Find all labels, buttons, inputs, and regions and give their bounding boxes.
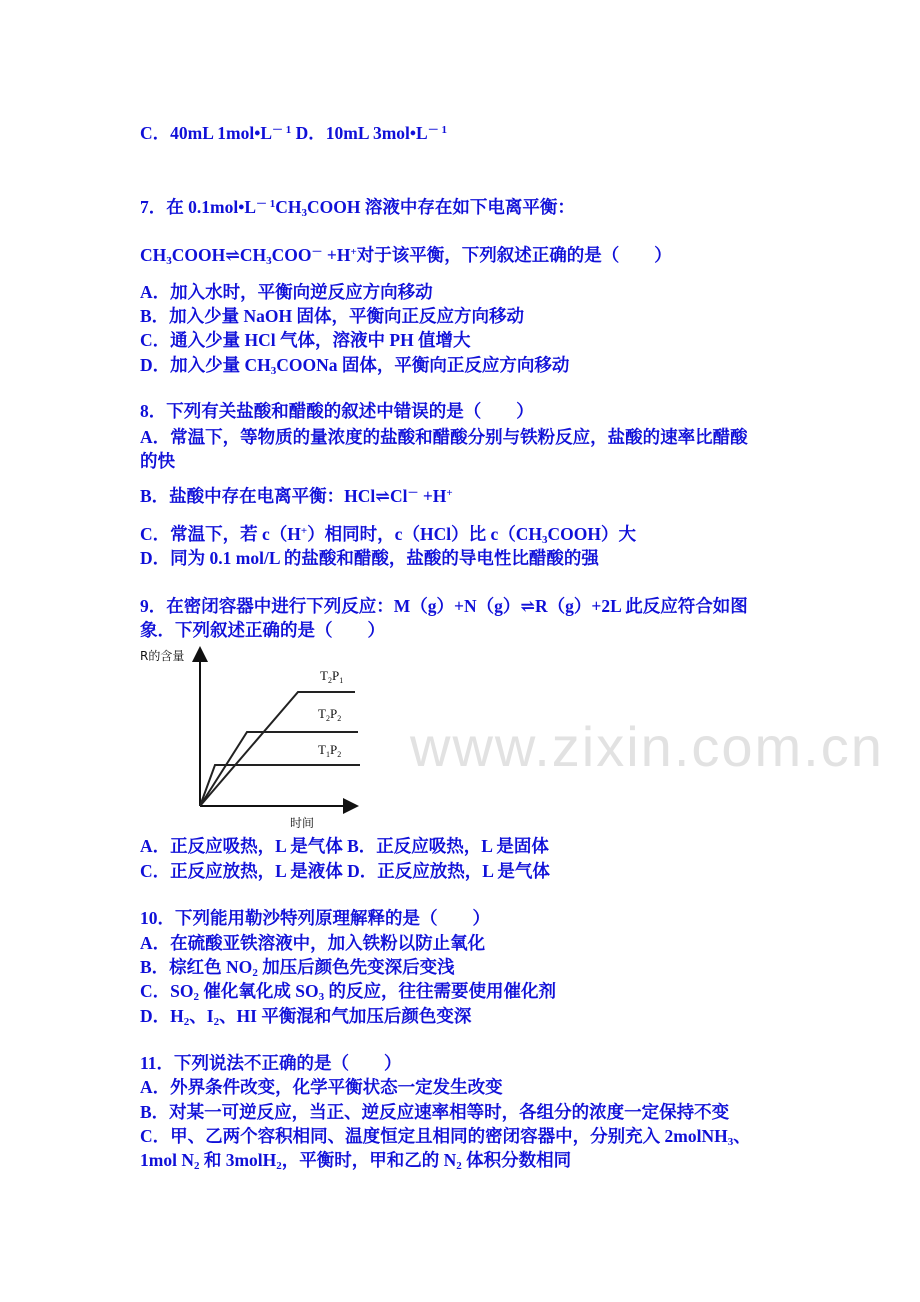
text-run: D．加入少量 CH (140, 355, 271, 375)
subscript: 2 (213, 1016, 220, 1028)
text-run: 和 3molH (199, 1150, 277, 1170)
text-run: C．正反应放热，L 是液体 D．正反应放热，L 是气体 (140, 861, 550, 881)
text-line (140, 619, 385, 641)
text-run: C．常温下，若 c（H (140, 524, 301, 544)
text-line (140, 595, 748, 617)
text-run: C．通入少量 HCl 气体，溶液中 PH 值增大 (140, 330, 471, 350)
text-run: D．H (140, 1006, 184, 1026)
subscript: 2 (252, 967, 258, 979)
text-line (140, 329, 471, 351)
text-line (140, 932, 485, 954)
text-run: 10．下列能用勒沙特列原理解释的是（ ） (140, 908, 490, 928)
text-line (140, 354, 569, 376)
text-line (140, 1125, 751, 1147)
text-run: 加压后颜色先变深后变浅 (257, 957, 455, 977)
text-line (140, 281, 433, 303)
text-run: 、HI 平衡混和气加压后颜色变深 (219, 1006, 472, 1026)
superscript: + (446, 487, 453, 499)
text-line (140, 1076, 503, 1098)
x-axis-label: 时间 (290, 816, 315, 830)
text-run: D．同为 0.1 mol/L 的盐酸和醋酸，盐酸的导电性比醋酸的强 (140, 548, 599, 568)
text-run: 11．下列说法不正确的是（ ） (140, 1053, 402, 1073)
text-run: A．在硫酸亚铁溶液中，加入铁粉以防止氧化 (140, 933, 486, 953)
superscript: － 1 (427, 124, 447, 136)
text-run: +H (418, 486, 447, 506)
text-run: C．甲、乙两个容积相同、温度恒定且相同的密闭容器中，分别充入 2molNH (140, 1126, 728, 1146)
text-run: 、I (189, 1006, 214, 1026)
text-run: B．棕红色 NO (140, 957, 253, 977)
text-line (140, 1149, 571, 1171)
text-run: COOH 溶液中存在如下电离平衡： (307, 197, 575, 217)
text-run: A．正反应吸热，L 是气体 B．正反应吸热，L 是固体 (140, 836, 549, 856)
subscript: 2 (193, 1160, 200, 1172)
curve-label-t2p2: $T_2P_2$ (318, 706, 342, 723)
subscript: 3 (266, 255, 272, 267)
text-run: 的快 (140, 451, 175, 471)
text-line (140, 523, 636, 545)
curve-label-t2p1: $T_2P_1$ (320, 668, 344, 685)
text-run: ，平衡时，甲和乙的 N (281, 1150, 457, 1170)
subscript: 3 (270, 365, 277, 377)
curve-label-t1p2: $T_1P_2$ (318, 742, 342, 759)
text-run: A．加入水时，平衡向逆反应方向移动 (140, 282, 433, 302)
subscript: 2 (456, 1160, 462, 1172)
text-line (140, 956, 455, 978)
text-run: COOH）大 (547, 524, 636, 544)
subscript: 2 (276, 1160, 282, 1172)
text-run: 体积分数相同 (461, 1150, 572, 1170)
text-run: 、 (733, 1126, 751, 1146)
text-line (140, 980, 556, 1002)
subscript: 2 (183, 1016, 190, 1028)
text-line (140, 547, 599, 569)
superscript: + (300, 525, 308, 537)
text-line (140, 426, 748, 448)
text-run: 7．在 0.1mol•L (140, 197, 256, 217)
text-run: 1mol N (140, 1150, 194, 1170)
text-line (140, 860, 550, 882)
text-line (140, 485, 453, 507)
watermark: www.zixin.com.cn (410, 715, 884, 778)
text-run: ）相同时，c（HCl）比 c（CH (307, 524, 542, 544)
text-run: COOH⇌CH (171, 245, 267, 265)
text-line (140, 1052, 402, 1074)
text-line (140, 305, 524, 327)
text-run: B．对某一可逆反应，当正、逆反应速率相等时，各组分的浓度一定保持不变 (140, 1102, 730, 1122)
superscript: － 1 (256, 198, 276, 210)
subscript: 2 (193, 991, 199, 1003)
text-run: D．10mL 3mol•L (291, 123, 428, 143)
subscript: 3 (318, 991, 325, 1003)
text-run: B．加入少量 NaOH 固体，平衡向正反应方向移动 (140, 306, 525, 326)
text-line (140, 1101, 729, 1123)
text-run: 象．下列叙述正确的是（ ） (140, 620, 385, 640)
superscript: － 1 (272, 124, 292, 136)
superscript: － (311, 246, 323, 258)
text-line (140, 400, 534, 422)
text-run: A．常温下，等物质的量浓度的盐酸和醋酸分别与铁粉反应，盐酸的速率比醋酸 (140, 427, 748, 447)
text-line (140, 122, 447, 144)
text-run: 催化氧化成 SO (198, 981, 319, 1001)
text-line (140, 450, 175, 472)
text-run: COO (271, 245, 312, 265)
text-run: B．盐酸中存在电离平衡：HCl⇌Cl (140, 486, 408, 506)
superscript: － (407, 487, 419, 499)
text-run: CH (140, 245, 167, 265)
text-run: COONa 固体，平衡向正反应方向移动 (276, 355, 570, 375)
text-line (140, 1005, 471, 1027)
superscript: + (350, 246, 357, 258)
text-run: C．40mL 1mol•L (140, 123, 273, 143)
text-line (140, 196, 575, 218)
text-run: CH (275, 197, 302, 217)
text-run: 的反应，往往需要使用催化剂 (324, 981, 556, 1001)
curve-t1p2 (200, 765, 360, 806)
y-axis-label: R的含量 (140, 649, 185, 663)
text-run: 8．下列有关盐酸和醋酸的叙述中错误的是（ ） (140, 401, 534, 421)
subscript: 3 (301, 207, 307, 219)
subscript: 3 (727, 1136, 734, 1148)
text-run: C．SO (140, 981, 194, 1001)
equilibrium-figure (130, 640, 380, 840)
text-line (140, 907, 490, 929)
text-run: A．外界条件改变，化学平衡状态一定发生改变 (140, 1077, 503, 1097)
text-line (140, 244, 672, 266)
text-run: 9．在密闭容器中进行下列反应：M（g）+N（g）⇌R（g）+2L 此反应符合如图 (140, 596, 748, 616)
text-run: +H (322, 245, 351, 265)
text-run: 对于该平衡，下列叙述正确的是（ ） (356, 245, 672, 265)
subscript: 3 (166, 255, 172, 267)
subscript: 3 (541, 534, 548, 546)
